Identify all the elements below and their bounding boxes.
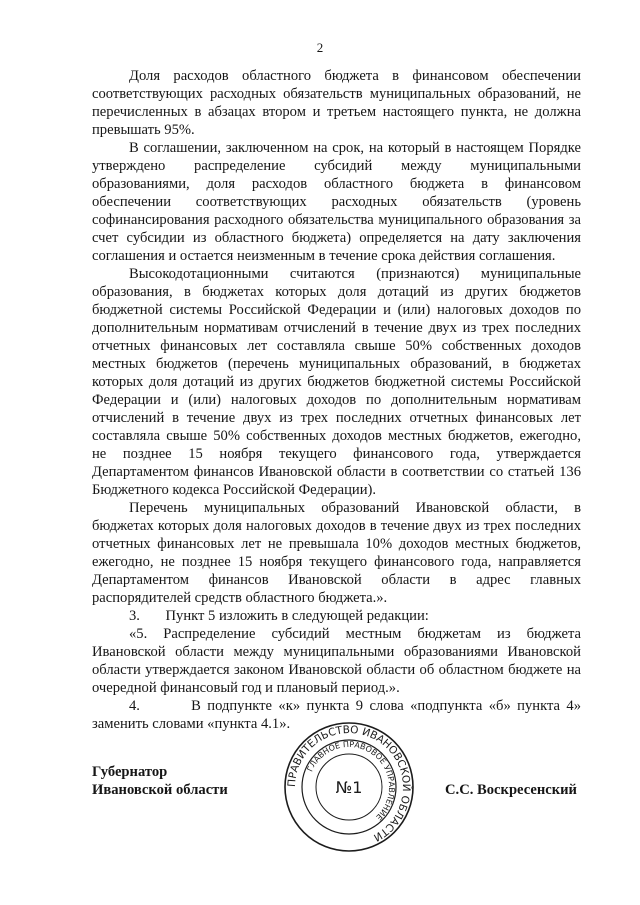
paragraph-item-3: 3. Пункт 5 изложить в следующей редакции:	[129, 608, 429, 624]
paragraph-agreement: В соглашении, заключенном на срок, на который в настоящем Порядке утверждено распределение субсидий между муниципальными образованиями, доля расходов областного бюджета в финансовом обеспечении соответствующих расходных обязательств (уровень софинансирования расходного обязательства муниципального образования за счет субсидии из областного бюджета) определяется на дату заключения соглашения и остается неизменным в течение срока действия соглашения.	[92, 140, 581, 264]
signatory-title	[92, 763, 228, 799]
signatory-title-line2: Ивановской области	[92, 782, 228, 798]
stamp-outer-text: ПРАВИТЕЛЬСТВО ИВАНОВСКОЙ ОБЛАСТИ	[285, 723, 413, 844]
paragraph-expense-share: Доля расходов областного бюджета в финансовом обеспечении соответствующих расходных обязательств муниципальных образований, не перечисленных в абзацах втором и третьем настоящего пункта, не должна превышать 95%.	[92, 68, 581, 138]
paragraph-municipal-list: Перечень муниципальных образований Ивановской области, в бюджетах которых доля налоговых доходов в течение двух из трех последних отчетных финансовых лет не превышала 10% доходов местных бюджетов, ежегодно, не позднее 15 ноября текущего финансового года, направляется Департаментом финансов Ивановской области в адрес главных распорядителей средств областного бюджета.».	[92, 500, 581, 606]
stamp-inner-text: ГЛАВНОЕ ПРАВОВОЕ УПРАВЛЕНИЕ	[305, 739, 397, 822]
stamp-number: №1	[335, 778, 363, 797]
paragraph-high-subsidy: Высокодотационными считаются (признаются) муниципальные образования, в бюджетах которых доля дотаций из других бюджетов бюджетной системы Российской Федерации и (или) налоговых доходов по дополнительным нормативам отчислений в течение двух из трех последних отчетных финансовых лет составляла свыше 50% собственных доходов местных бюджетов (перечень муниципальных образований, в бюджетах которых доля дотаций из других бюджетов бюджетной системы Российской Федерации и (или) налоговых доходов по дополнительным нормативам отчислений в течение двух из трех последних отчетных финансовых лет составляла свыше 50% собственных доходов местных бюджетов, ежегодно, не позднее 15 ноября текущего финансового года, утверждается Департаментом финансов Ивановской области в соответствии со статьей 136 Бюджетного кодекса Российской Федерации).	[92, 266, 581, 498]
document-body	[92, 67, 581, 733]
paragraph-item-5-text: «5. Распределение субсидий местным бюджетам из бюджета Ивановской области между муниципальными образованиями Ивановской области утверждается законом Ивановской области об областном бюджете на очередной финансовый год и плановый период.».	[92, 626, 581, 696]
paragraph-item-4: 4. В подпункте «к» пункта 9 слова «подпункта «б» пункта 4» заменить словами «пункта 4.1».	[92, 698, 581, 732]
official-stamp	[282, 720, 416, 854]
page-number: 2	[316, 40, 324, 55]
signatory-name: С.С. Воскресенский	[445, 782, 577, 798]
signatory-title-line1: Губернатор	[92, 764, 168, 780]
